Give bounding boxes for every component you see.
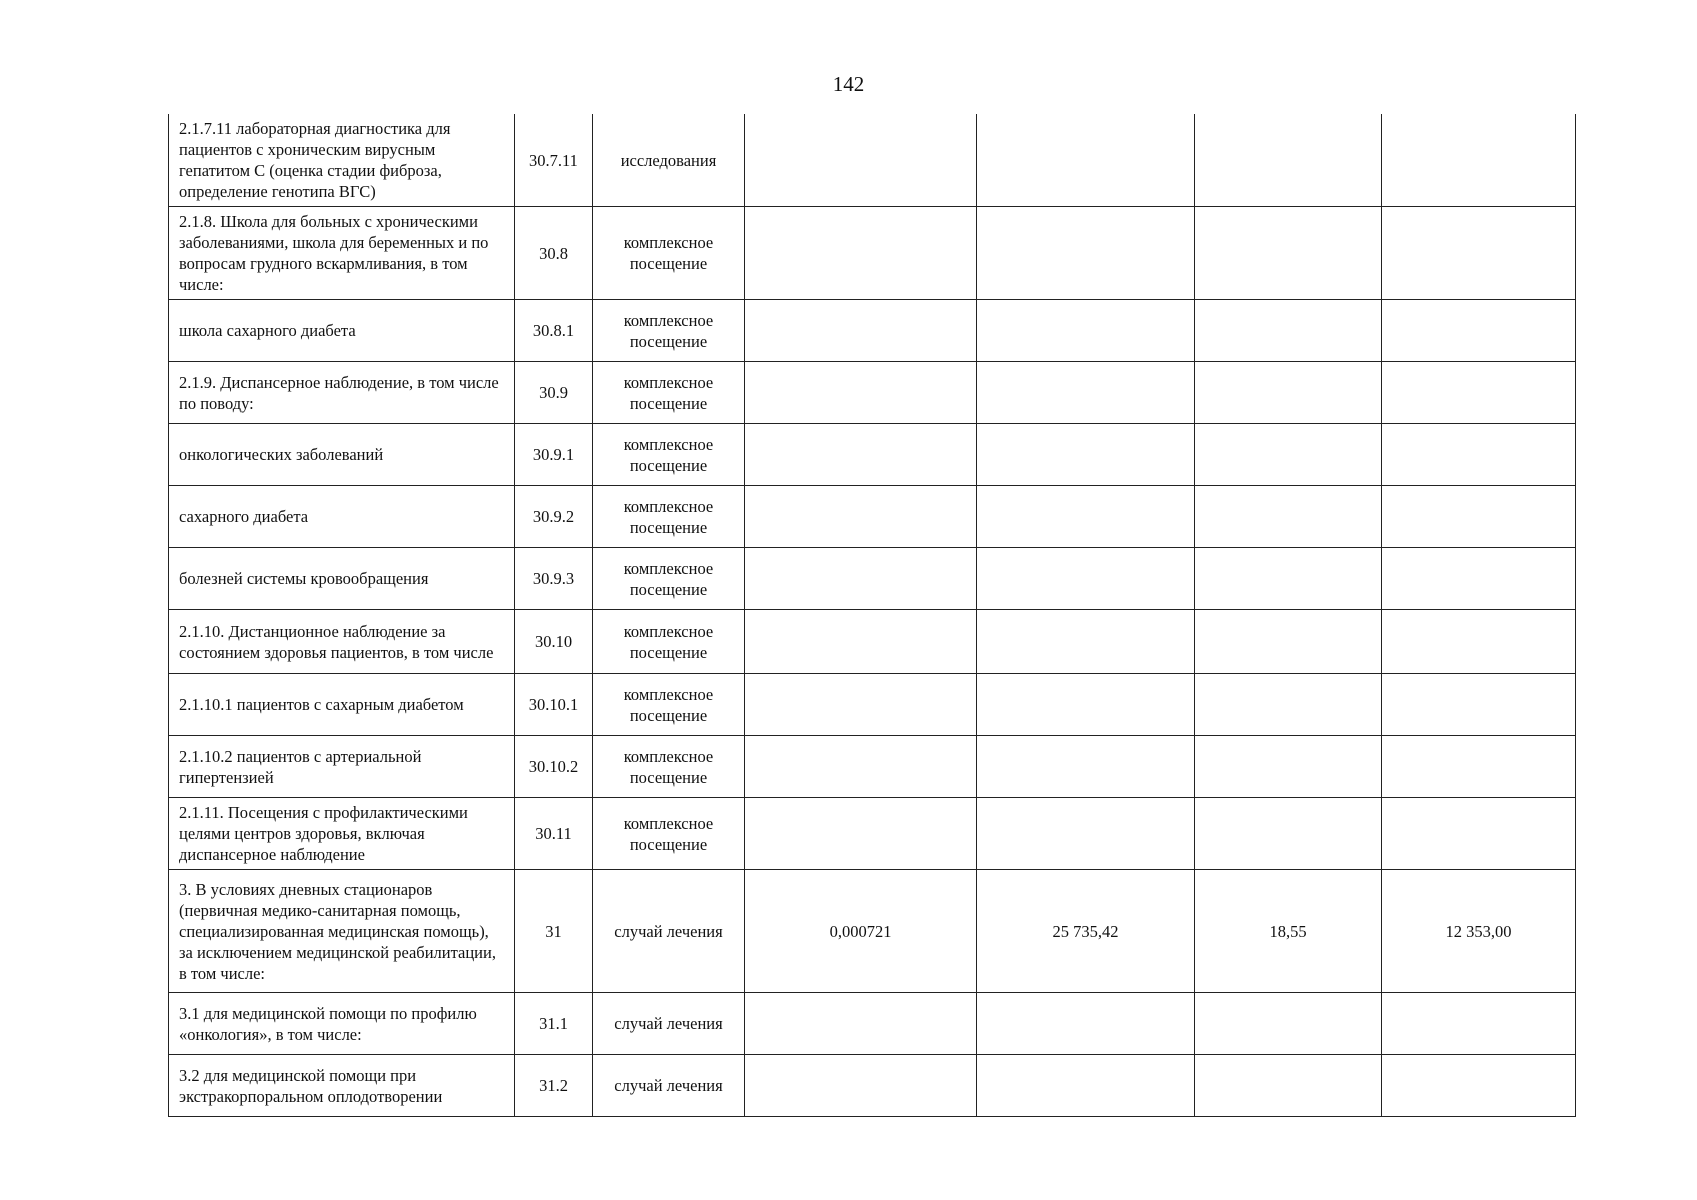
table-row <box>169 362 1576 424</box>
table-row <box>169 610 1576 674</box>
row-name-cell: 3. В условиях дневных стационаров (первичная медико-санитарная помощь, специализированная медицинская помощь), за исключением медицинской реабилитации, в том числе: <box>169 870 515 993</box>
row-value-1-cell <box>745 207 977 300</box>
row-value-3-cell: 18,55 <box>1195 870 1382 993</box>
row-value-2-cell <box>977 486 1195 548</box>
row-unit-cell: комплексное посещение <box>593 300 745 362</box>
row-value-1-cell <box>745 798 977 870</box>
row-name-cell: 2.1.9. Диспансерное наблюдение, в том числе по поводу: <box>169 362 515 424</box>
row-code-cell: 31.2 <box>515 1055 593 1117</box>
row-value-4-cell <box>1382 610 1576 674</box>
row-value-4-cell <box>1382 114 1576 207</box>
row-value-2-cell <box>977 548 1195 610</box>
row-name-cell: сахарного диабета <box>169 486 515 548</box>
table-row <box>169 114 1576 207</box>
row-code-cell: 30.9.3 <box>515 548 593 610</box>
row-unit-cell: комплексное посещение <box>593 207 745 300</box>
row-value-2-cell <box>977 1055 1195 1117</box>
row-value-3-cell <box>1195 610 1382 674</box>
row-unit-cell: случай лечения <box>593 870 745 993</box>
table-row <box>169 993 1576 1055</box>
row-value-4-cell <box>1382 300 1576 362</box>
row-name-cell: онкологических заболеваний <box>169 424 515 486</box>
row-code-cell: 30.10.1 <box>515 674 593 736</box>
row-value-4-cell <box>1382 424 1576 486</box>
row-name-cell: 2.1.11. Посещения с профилактическими целями центров здоровья, включая диспансерное наблюдение <box>169 798 515 870</box>
row-code-cell: 30.8.1 <box>515 300 593 362</box>
table-row <box>169 207 1576 300</box>
page-number: 142 <box>832 72 865 96</box>
row-value-2-cell <box>977 424 1195 486</box>
row-unit-cell: комплексное посещение <box>593 362 745 424</box>
row-name-cell: 2.1.10.1 пациентов с сахарным диабетом <box>169 674 515 736</box>
row-value-2-cell <box>977 207 1195 300</box>
row-value-3-cell <box>1195 114 1382 207</box>
row-value-3-cell <box>1195 993 1382 1055</box>
row-value-2-cell <box>977 993 1195 1055</box>
row-unit-cell: случай лечения <box>593 1055 745 1117</box>
row-value-4-cell <box>1382 674 1576 736</box>
row-value-1-cell <box>745 736 977 798</box>
row-value-3-cell <box>1195 362 1382 424</box>
row-code-cell: 31.1 <box>515 993 593 1055</box>
row-value-1-cell <box>745 300 977 362</box>
row-unit-cell: комплексное посещение <box>593 610 745 674</box>
row-value-2-cell <box>977 362 1195 424</box>
row-value-1-cell <box>745 610 977 674</box>
data-table <box>168 114 1576 1117</box>
row-value-2-cell <box>977 300 1195 362</box>
row-code-cell: 31 <box>515 870 593 993</box>
row-value-3-cell <box>1195 1055 1382 1117</box>
row-code-cell: 30.9.1 <box>515 424 593 486</box>
row-value-1-cell <box>745 362 977 424</box>
row-unit-cell: комплексное посещение <box>593 736 745 798</box>
row-value-1-cell <box>745 424 977 486</box>
row-value-1-cell <box>745 993 977 1055</box>
row-unit-cell: комплексное посещение <box>593 674 745 736</box>
row-value-4-cell <box>1382 798 1576 870</box>
row-value-3-cell <box>1195 798 1382 870</box>
row-value-1-cell <box>745 674 977 736</box>
row-value-3-cell <box>1195 207 1382 300</box>
table-row <box>169 424 1576 486</box>
row-unit-cell: случай лечения <box>593 993 745 1055</box>
table-row <box>169 674 1576 736</box>
row-value-2-cell <box>977 610 1195 674</box>
row-value-2-cell <box>977 798 1195 870</box>
row-value-4-cell <box>1382 207 1576 300</box>
row-unit-cell: комплексное посещение <box>593 424 745 486</box>
row-name-cell: 2.1.10.2 пациентов с артериальной гипертензией <box>169 736 515 798</box>
row-value-1-cell: 0,000721 <box>745 870 977 993</box>
row-value-4-cell <box>1382 993 1576 1055</box>
row-value-4-cell <box>1382 736 1576 798</box>
row-value-1-cell <box>745 1055 977 1117</box>
row-code-cell: 30.8 <box>515 207 593 300</box>
row-code-cell: 30.10 <box>515 610 593 674</box>
row-value-3-cell <box>1195 486 1382 548</box>
row-unit-cell: комплексное посещение <box>593 548 745 610</box>
row-value-1-cell <box>745 486 977 548</box>
table-row <box>169 870 1576 993</box>
row-name-cell: 2.1.10. Дистанционное наблюдение за состоянием здоровья пациентов, в том числе <box>169 610 515 674</box>
row-value-4-cell <box>1382 486 1576 548</box>
row-value-3-cell <box>1195 674 1382 736</box>
row-value-2-cell <box>977 674 1195 736</box>
row-unit-cell: комплексное посещение <box>593 798 745 870</box>
row-value-3-cell <box>1195 548 1382 610</box>
row-value-2-cell <box>977 114 1195 207</box>
row-code-cell: 30.9.2 <box>515 486 593 548</box>
row-code-cell: 30.11 <box>515 798 593 870</box>
table-row <box>169 1055 1576 1117</box>
table-row <box>169 300 1576 362</box>
table-body <box>169 114 1576 1117</box>
table-row <box>169 486 1576 548</box>
row-code-cell: 30.7.11 <box>515 114 593 207</box>
row-unit-cell: исследования <box>593 114 745 207</box>
row-name-cell: болезней системы кровообращения <box>169 548 515 610</box>
row-value-3-cell <box>1195 424 1382 486</box>
row-name-cell: 3.2 для медицинской помощи при экстракорпоральном оплодотворении <box>169 1055 515 1117</box>
table-row <box>169 798 1576 870</box>
row-value-3-cell <box>1195 300 1382 362</box>
row-value-4-cell <box>1382 362 1576 424</box>
row-value-3-cell <box>1195 736 1382 798</box>
row-name-cell: 2.1.7.11 лабораторная диагностика для пациентов с хроническим вирусным гепатитом С (оценка стадии фиброза, определение генотипа ВГС) <box>169 114 515 207</box>
row-name-cell: школа сахарного диабета <box>169 300 515 362</box>
table-row <box>169 548 1576 610</box>
table-row <box>169 736 1576 798</box>
row-value-4-cell: 12 353,00 <box>1382 870 1576 993</box>
row-value-1-cell <box>745 548 977 610</box>
row-value-4-cell <box>1382 1055 1576 1117</box>
row-value-2-cell <box>977 736 1195 798</box>
row-name-cell: 3.1 для медицинской помощи по профилю «онкология», в том числе: <box>169 993 515 1055</box>
row-value-4-cell <box>1382 548 1576 610</box>
row-value-2-cell: 25 735,42 <box>977 870 1195 993</box>
row-value-1-cell <box>745 114 977 207</box>
row-name-cell: 2.1.8. Школа для больных с хроническими заболеваниями, школа для беременных и по вопросам грудного вскармливания, в том числе: <box>169 207 515 300</box>
row-code-cell: 30.10.2 <box>515 736 593 798</box>
row-unit-cell: комплексное посещение <box>593 486 745 548</box>
row-code-cell: 30.9 <box>515 362 593 424</box>
